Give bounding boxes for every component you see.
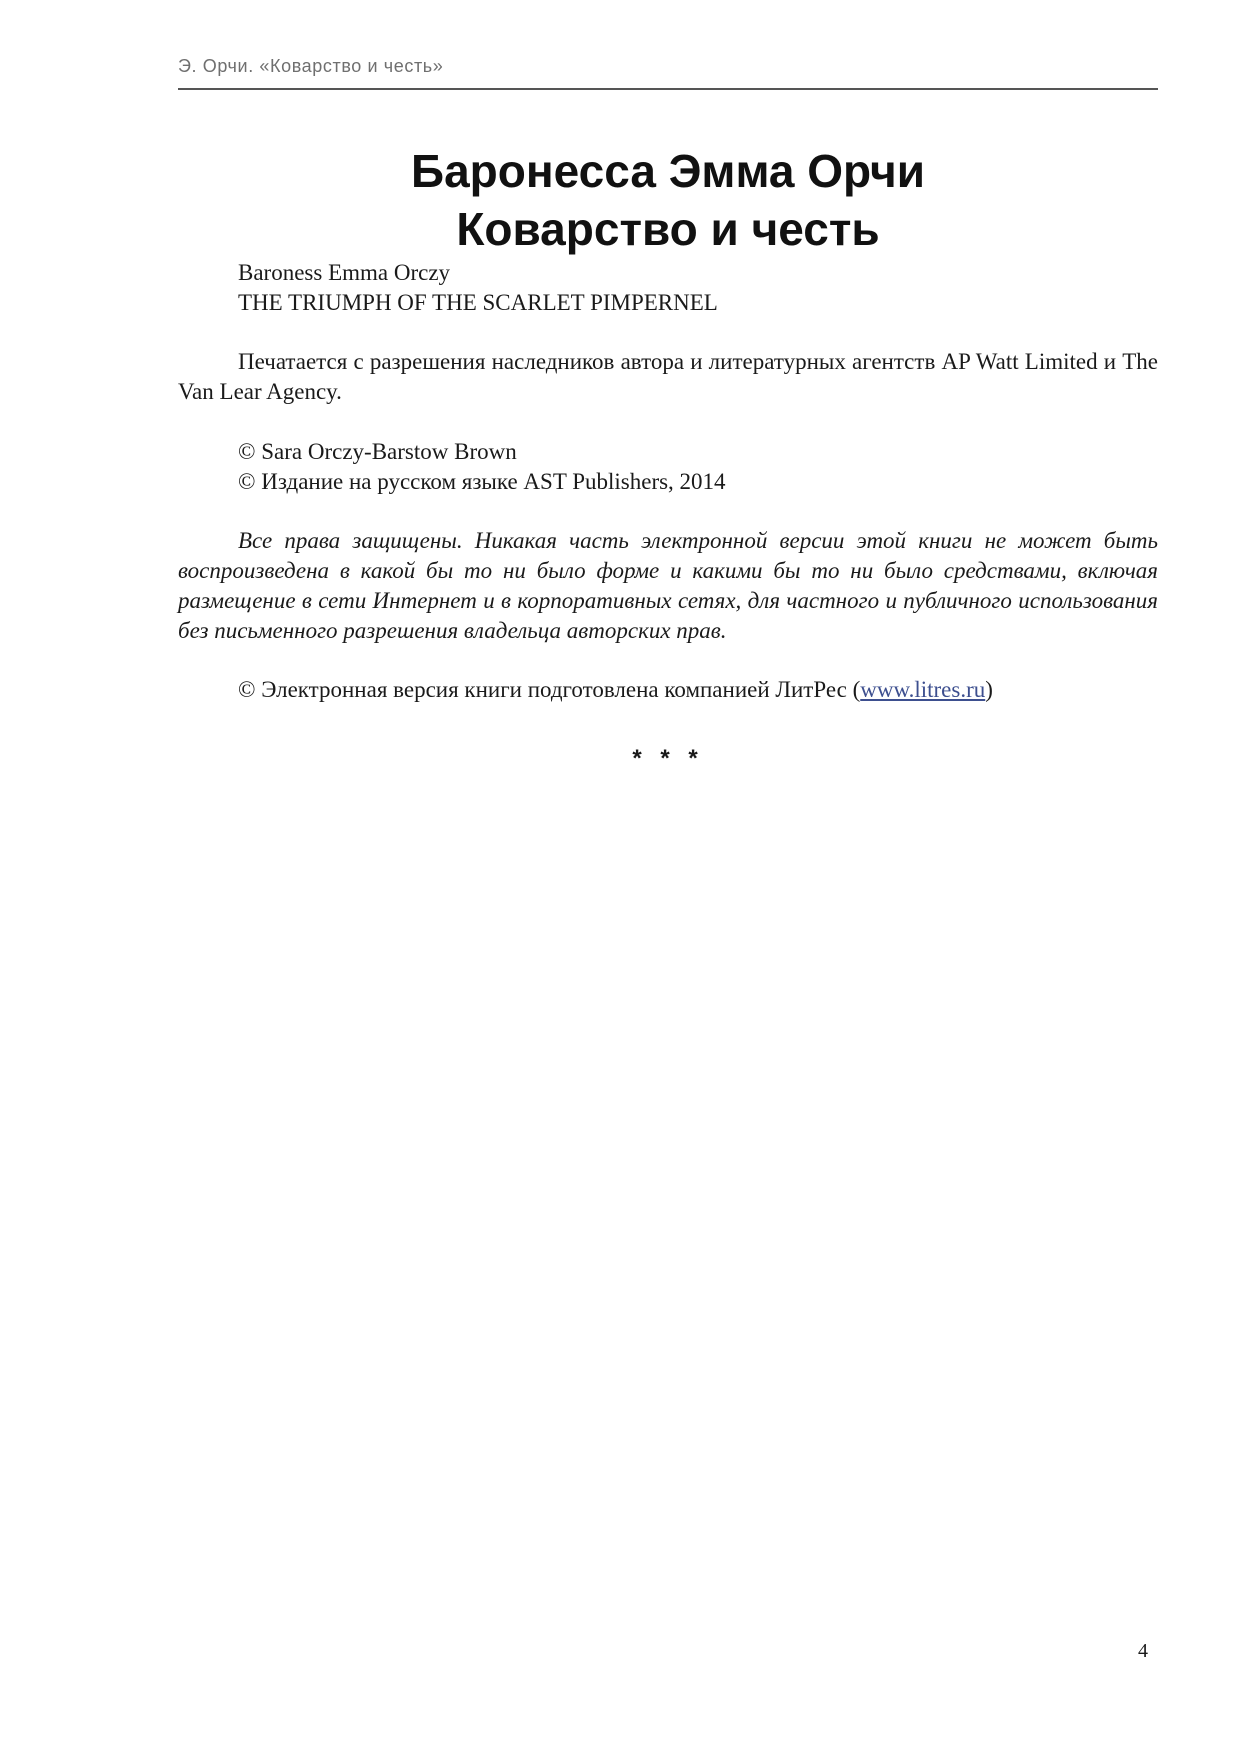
page-number: 4: [1138, 1640, 1148, 1662]
copyright-line: © Sara Orczy-Barstow Brown: [238, 439, 517, 464]
running-header: Э. Орчи. «Коварство и честь»: [178, 56, 444, 76]
page-title: [178, 142, 1158, 258]
copyright-block: [178, 437, 1158, 497]
original-title: THE TRIUMPH OF THE SCARLET PIMPERNEL: [238, 290, 718, 315]
rights-notice-block: [178, 526, 1158, 646]
ebook-credit-prefix: © Электронная версия книги подготовлена компанией ЛитРес (: [238, 677, 861, 702]
title-book: Коварство и честь: [456, 203, 880, 255]
original-edition-block: [178, 258, 1158, 318]
copyright-line: © Издание на русском языке AST Publishers, 2014: [238, 469, 726, 494]
ebook-credit-block: [178, 675, 1158, 705]
title-author: Баронесса Эмма Орчи: [411, 145, 925, 197]
original-author: Baroness Emma Orczy: [238, 260, 451, 285]
permission-block: [178, 347, 1158, 407]
ebook-credit-suffix: ): [985, 677, 993, 702]
rights-notice-text: Все права защищены. Никакая часть электронной версии этой книги не может быть воспроизведена в какой бы то ни было форме и какими бы то ни было средствами, включая размещение в сети Интернет и в корпоративных сетях, для частного и публичного использования без письменного разрешения владельца авторских прав.: [178, 528, 1158, 643]
section-separator: * * *: [632, 745, 704, 772]
ebook-credit-line: [178, 675, 1158, 705]
permission-text: Печатается с разрешения наследников автора и литературных агентств AP Watt Limited и The Van Lear Agency.: [178, 349, 1158, 404]
litres-link[interactable]: www.litres.ru: [860, 677, 986, 702]
header-divider: [178, 88, 1158, 90]
